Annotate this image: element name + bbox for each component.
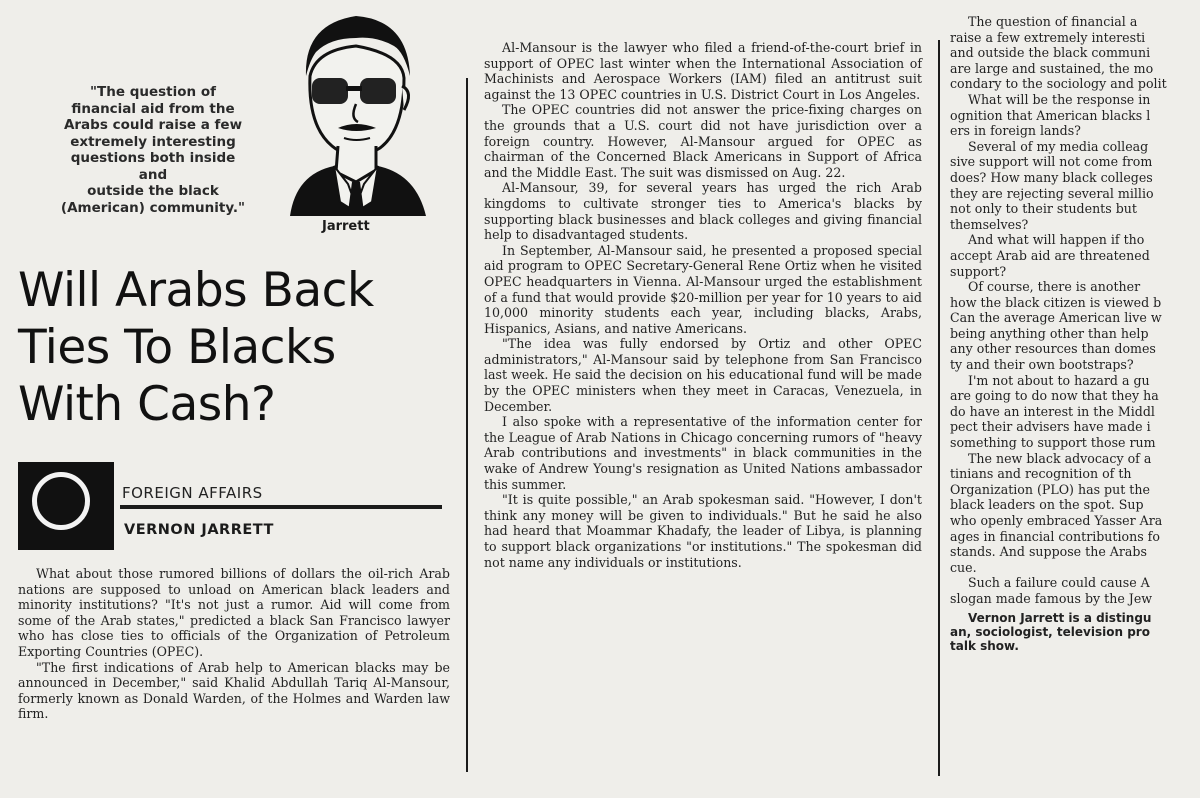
text-line: slogan made famous by the Jew	[950, 590, 1153, 606]
headline-line: With Cash?	[18, 377, 276, 432]
paragraph: Al-Mansour, 39, for several years has urged the rich Arab kingdoms to cultivate stronger ties to America's blacks by supporting black businesses and black colleges and giving financial help to disadvantaged students.	[484, 180, 922, 243]
text-line: I'm not about to hazard a gu	[968, 372, 1150, 388]
text-line: The question of financial a	[968, 14, 1138, 29]
pull-quote-line: extremely interesting	[70, 133, 236, 150]
section-label: FOREIGN AFFAIRS	[122, 484, 263, 502]
paragraph: I also spoke with a representative of the information center for the League of Arab Nations in Chicago concerning rumors of "heavy Arab contributions and investments" in black communities in the wake of Andrew Young's resignation as United Nations ambassador this summer.	[484, 414, 922, 492]
text-line: cue.	[950, 559, 977, 575]
text-line: any other resources than domes	[950, 341, 1156, 357]
text-line: does? How many black colleges	[950, 169, 1153, 185]
text-line: What will be the response in	[968, 91, 1151, 107]
text-line: Several of my media colleag	[968, 138, 1149, 154]
headline-line: Ties To Blacks	[18, 320, 336, 375]
pull-quote-line: questions both inside and	[70, 150, 236, 183]
text-line: The new black advocacy of a	[968, 450, 1152, 466]
text-line: accept Arab aid are threatened	[950, 247, 1150, 263]
text-line: Such a failure could cause A	[968, 575, 1150, 591]
text-line: Of course, there is another	[968, 279, 1141, 295]
globe-icon	[32, 472, 90, 530]
portrait-caption: Jarrett	[322, 219, 370, 234]
paragraph: What about those rumored billions of dollars the oil-rich Arab nations are supposed to unload on American black leaders and minority institutions? "It's not just a rumor. Aid will come from some of the Arab states," predicted a black San Francisco lawyer who has close ties to officials of the Organization of Petroleum Exporting Countries (OPEC).	[18, 566, 450, 659]
byline-divider	[120, 505, 442, 509]
text-line: ty and their own bootstraps?	[950, 357, 1134, 373]
text-line: raise a few extremely interesti	[950, 29, 1146, 45]
article-column-1	[18, 566, 450, 722]
text-line: and outside the black communi	[950, 45, 1151, 61]
text-line: themselves?	[950, 216, 1029, 232]
text-line: not only to their students but	[950, 201, 1137, 217]
pull-quote-line: (American) community."	[60, 199, 246, 216]
author-note	[950, 611, 1200, 653]
text-line: black leaders on the spot. Sup	[950, 497, 1144, 513]
paragraph: "The idea was fully endorsed by Ortiz and other OPEC administrators," Al-Mansour said by telephone from San Francisco last week. He said the decision on his educational fund will be made by the OPEC ministers when they meet in Caracas, Venezuela, in December.	[484, 336, 922, 414]
column-logo	[18, 462, 114, 550]
text-line: are large and sustained, the mo	[950, 60, 1154, 76]
text-line: sive support will not come from	[950, 154, 1153, 170]
pull-quote-line: Arabs could raise a few	[63, 117, 243, 133]
pull-quote	[58, 84, 248, 216]
author-note-line: Vernon Jarrett is a distingu	[968, 610, 1152, 625]
paragraph: "The first indications of Arab help to American blacks may be announced in December," said Khalid Abdullah Tariq Al-Mansour, formerly known as Donald Warden, of the Holmes and Warden law firm.	[18, 659, 450, 722]
text-line: support?	[950, 263, 1007, 279]
pull-quote-line: "The question of	[90, 84, 216, 100]
text-line: Organization (PLO) has put the	[950, 481, 1150, 497]
paragraph: "It is quite possible," an Arab spokesman said. "However, I don't think any money will be given to individuals." But he said he also had heard that Moammar Khadafy, the leader of Libya, is planning to support black organizations "or institutions." The spokesman did not name any individuals or institutions.	[484, 492, 922, 570]
portrait-illustration	[276, 6, 436, 216]
text-line: Can the average American live w	[950, 310, 1162, 326]
headline	[18, 262, 458, 433]
text-line: they are rejecting several millio	[950, 185, 1154, 201]
author-note-line: talk show.	[950, 638, 1019, 653]
paragraph: Al-Mansour is the lawyer who filed a friend-of-the-court brief in support of OPEC last winter when the International Association of Machinists and Aerospace Workers (IAM) filed an antitrust suit against the 13 OPEC countries in U.S. District Court in Los Angeles.	[484, 40, 922, 102]
text-line: tinians and recognition of th	[950, 466, 1132, 482]
text-line: stands. And suppose the Arabs	[950, 544, 1147, 560]
text-line: condary to the sociology and polit	[950, 76, 1167, 92]
article-column-2	[484, 40, 922, 570]
text-line: who openly embraced Yasser Ara	[950, 513, 1163, 528]
text-line: ers in foreign lands?	[950, 123, 1081, 139]
paragraph: The OPEC countries did not answer the price-fixing charges on the grounds that a U.S. court did not have jurisdiction over a foreign country. However, Al-Mansour argued for OPEC as chairman of the Concerned Black Americans in Support of Africa and the Middle East. The suit was dismissed on Aug. 22.	[484, 102, 922, 180]
text-line: something to support those rum	[950, 435, 1156, 451]
text-line: ognition that American blacks l	[950, 107, 1151, 123]
text-line: And what will happen if tho	[968, 232, 1145, 248]
text-line: how the black citizen is viewed b	[950, 294, 1162, 310]
text-line: ages in financial contributions fo	[950, 528, 1160, 544]
column-3-text	[950, 14, 1200, 653]
text-line: are going to do now that they ha	[950, 388, 1159, 404]
author-note-line: an, sociologist, television pro	[950, 624, 1150, 639]
text-line: pect their advisers have made i	[950, 419, 1151, 435]
text-line: do have an interest in the Middl	[950, 403, 1155, 419]
pull-quote-line: outside the black	[87, 183, 219, 199]
byline: VERNON JARRETT	[124, 522, 274, 538]
column-divider	[938, 40, 940, 776]
column-divider	[466, 78, 468, 772]
pull-quote-line: financial aid from the	[71, 100, 235, 117]
headline-line: Will Arabs Back	[18, 263, 374, 318]
text-line: being anything other than help	[950, 325, 1149, 341]
paragraph: In September, Al-Mansour said, he presented a proposed special aid program to OPEC Secretary-General Rene Ortiz when he visited OPEC headquarters in Vienna. Al-Mansour urged the establishment of a fund that would provide $20-million per year for 10 years to aid 10,000 minority students each year, including blacks, Arabs, Hispanics, Asians, and native Americans.	[484, 242, 922, 336]
article-column-3	[950, 14, 1200, 798]
